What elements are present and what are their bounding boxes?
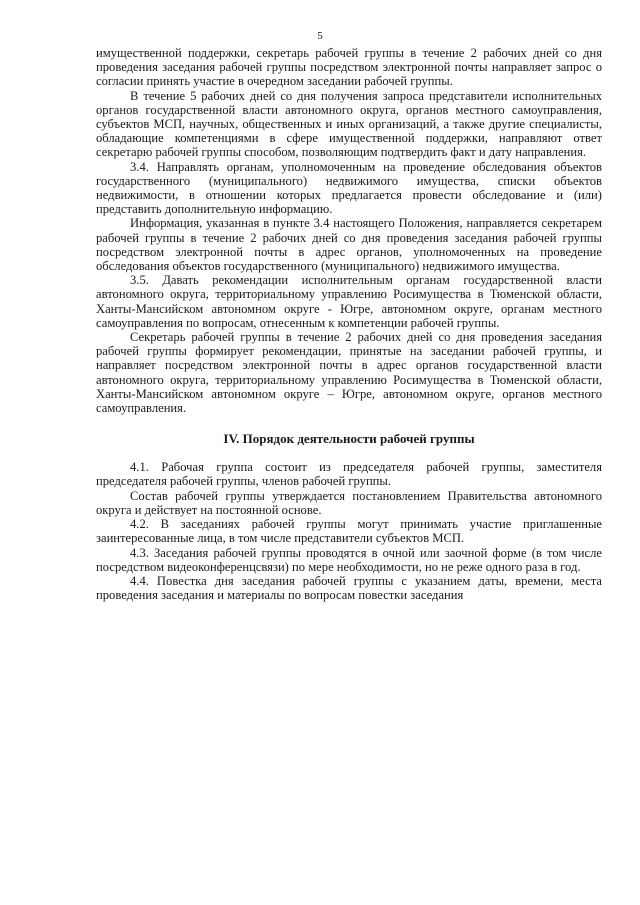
paragraph-clause-4-3: 4.3. Заседания рабочей группы проводятся в очной или заочной форме (в том числе посредством видеоконференцсвязи) по мере необходимости, но не реже одного раза в год. xyxy=(96,545,602,574)
paragraph: Информация, указанная в пункте 3.4 настоящего Положения, направляется секретарем рабочей группы в течение 2 рабочих дней со дня проведения заседания рабочей группы посредством электронной почты в адрес органов, уполномоченных на проведение обследования объектов государственного (муниципального) недвижимого имущества. xyxy=(96,216,602,274)
paragraph-continuation: имущественной поддержки, секретарь рабочей группы в течение 2 рабочих дней со дня проведения заседания рабочей группы посредством электронной почты направляет запрос о согласии принять участие в очередном заседании рабочей группы. xyxy=(96,46,602,89)
paragraph-clause-4-1: 4.1. Рабочая группа состоит из председателя рабочей группы, заместителя председателя рабочей группы, членов рабочей группы. xyxy=(96,460,602,489)
page-number: 5 xyxy=(317,30,323,42)
paragraph: Состав рабочей группы утверждается постановлением Правительства автономного округа и действует на постоянной основе. xyxy=(96,488,602,517)
paragraph-clause-3-4: 3.4. Направлять органам, уполномоченным на проведение обследования объектов государственного (муниципального) недвижимого имущества, списки объектов недвижимости, в отношении которых предлагается провести обследование и (или) представить дополнительную информацию. xyxy=(96,159,602,217)
paragraph: В течение 5 рабочих дней со дня получения запроса представители исполнительных органов государственной власти автономного округа, органов местного самоуправления, субъектов МСП, научных, общественных и иных организаций, а также другие специалисты, обладающие компетенциями в сфере имущественной поддержки, направляют ответ секретарю рабочей группы способом, позволяющим подтвердить факт и дату направления. xyxy=(96,88,602,160)
paragraph-clause-4-2: 4.2. В заседаниях рабочей группы могут принимать участие приглашенные заинтересованные лица, в том числе представители субъектов МСП. xyxy=(96,517,602,546)
section-heading: IV. Порядок деятельности рабочей группы xyxy=(223,431,475,447)
paragraph-clause-4-4: 4.4. Повестка дня заседания рабочей группы с указанием даты, времени, места проведения заседания и материалы по вопросам повестки заседания xyxy=(96,573,602,603)
paragraph: Секретарь рабочей группы в течение 2 рабочих дней со дня проведения заседания рабочей группы формирует рекомендации, принятые на заседании рабочей группы, и направляет посредством электронной почты в адрес органов государственной власти автономного округа, территориальному управлению Росимущества в Тюменской области, Ханты-Мансийском автономном округе – Югре, автономном округе, органов местного самоуправления. xyxy=(96,330,602,416)
paragraph-clause-3-5: 3.5. Давать рекомендации исполнительным органам государственной власти автономного округа, территориальному управлению Росимущества в Тюменской области, Ханты-Мансийском автономном округе - Югре, автономном округе, органам местного самоуправления по вопросам, отнесенным к компетенции рабочей группы. xyxy=(96,273,602,330)
document-body xyxy=(96,46,602,602)
